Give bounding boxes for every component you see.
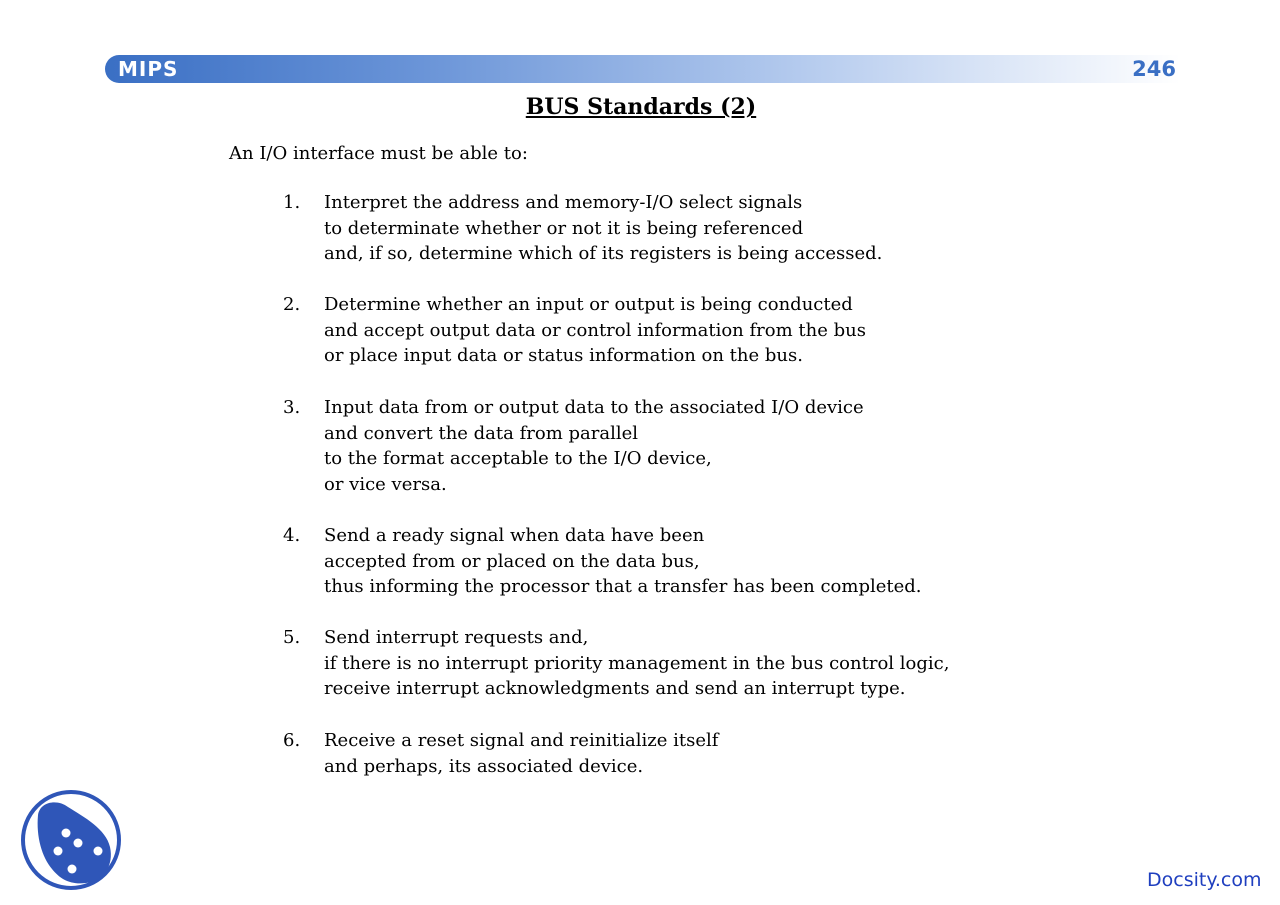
item-line: or vice versa. — [324, 473, 447, 495]
item-line: if there is no interrupt priority management in the bus control logic, — [324, 652, 950, 674]
item-number: 4. — [283, 525, 301, 546]
item-number: 3. — [283, 397, 301, 418]
item-line: Send a ready signal when data have been — [324, 525, 705, 546]
item-line: Determine whether an input or output is being conducted — [324, 294, 853, 315]
docsity-logo-icon — [20, 789, 122, 891]
item-line: and, if so, determine which of its registers is being accessed. — [324, 243, 883, 265]
item-line: or place input data or status information on the bus. — [324, 345, 803, 367]
item-line: accepted from or placed on the data bus, — [324, 550, 700, 572]
docsity-link[interactable]: Docsity.com — [1147, 869, 1262, 891]
item-line: Interpret the address and memory-I/O select signals — [324, 192, 803, 213]
item-line: to the format acceptable to the I/O device, — [324, 448, 712, 470]
item-line: Send interrupt requests and, — [324, 627, 589, 648]
page-number: 246 — [1132, 57, 1176, 81]
item-line: Receive a reset signal and reinitialize itself — [324, 730, 719, 751]
slide-title: BUS Standards (2) — [525, 94, 757, 120]
item-line: thus informing the processor that a transfer has been completed. — [324, 576, 922, 598]
item-line: and convert the data from parallel — [324, 422, 639, 444]
item-line: and perhaps, its associated device. — [324, 755, 644, 777]
item-number: 2. — [283, 294, 301, 315]
brand-label: MIPS — [118, 57, 179, 81]
item-line: Input data from or output data to the associated I/O device — [324, 397, 864, 418]
header-bar — [105, 55, 1180, 83]
intro-text: An I/O interface must be able to: — [229, 143, 528, 164]
item-line: to determinate whether or not it is being referenced — [324, 217, 804, 239]
item-line: receive interrupt acknowledgments and send an interrupt type. — [324, 678, 906, 700]
item-number: 1. — [283, 192, 301, 213]
item-number: 6. — [283, 730, 301, 751]
item-line: and accept output data or control information from the bus — [324, 319, 866, 341]
item-number: 5. — [283, 627, 301, 648]
